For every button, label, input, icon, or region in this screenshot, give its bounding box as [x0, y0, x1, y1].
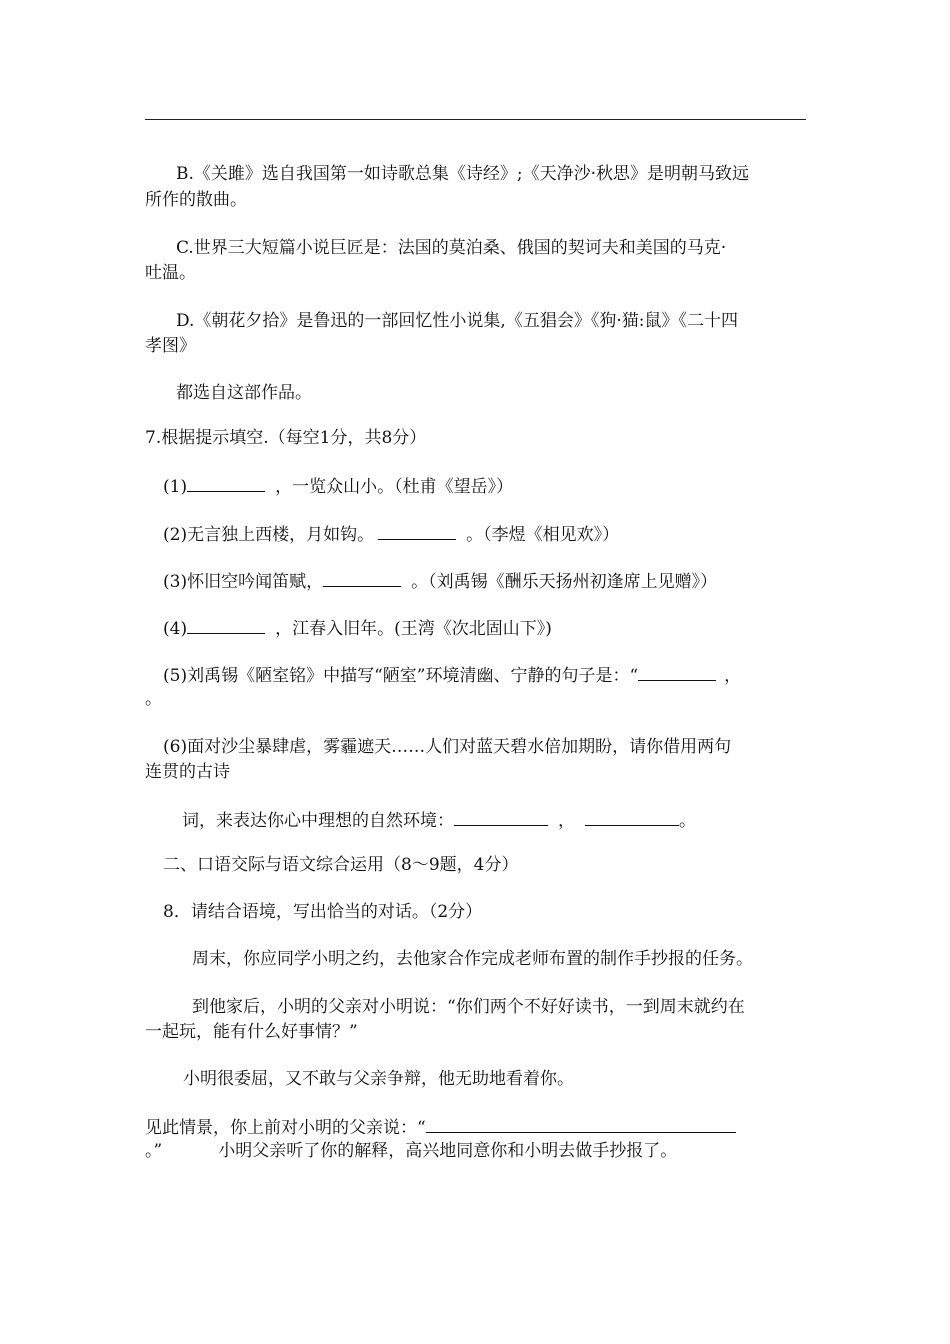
q8-para2-line2: 一起玩，能有什么好事情？” [145, 1022, 358, 1042]
q7-item4-text: ，江春入旧年。(王湾《次北固山下》) [275, 619, 552, 639]
q7-item4-number: (4) [163, 619, 188, 639]
q7-item4-blank[interactable] [187, 615, 265, 634]
q8-title: 8．请结合语境，写出恰当的对话。（2分） [163, 902, 483, 922]
section2-heading: 二、口语交际与语文综合运用（8～9题，4分） [163, 855, 519, 875]
q7-item1-number: (1) [163, 477, 188, 497]
q8-para4-prompt: 见此情景，你上前对小明的父亲说：“ [145, 1118, 426, 1138]
q8-para4-line2 [145, 1139, 677, 1163]
q7-item5-line2: 。 [145, 689, 162, 709]
option-b-line2: 所作的散曲。 [145, 190, 247, 210]
q7-item6-line2: 连贯的古诗 [145, 762, 230, 782]
q7-item6-prompt: 词，来表达你心中理想的自然环境： [182, 811, 454, 831]
q7-item6-blank2[interactable] [585, 807, 679, 826]
q7-item6-line1: (6)面对沙尘暴肆虐，雾霾遮天……人们对蓝天碧水倍加期盼，请你借用两句 [163, 737, 732, 757]
option-d-line2: 孝图》 [145, 336, 196, 356]
option-d-line3: 都选自这部作品。 [176, 383, 312, 403]
option-b-line1: B.《关雎》选自我国第一如诗歌总集《诗经》;《天净沙·秋思》是明朝马致远 [176, 164, 750, 184]
q8-para2-line1: 到他家后，小明的父亲对小明说：“你们两个不好好读书，一到周末就约在 [192, 997, 745, 1017]
q7-item1-blank[interactable] [187, 473, 265, 492]
q7-item3-text: (3)怀旧空吟闻笛赋， [163, 572, 324, 592]
q7-item2-blank[interactable] [378, 521, 456, 540]
q7-item4 [163, 615, 552, 641]
q7-item6-line3 [182, 807, 696, 833]
q7-item6-period: 。 [679, 811, 696, 831]
q7-item6-comma: ， [558, 811, 575, 831]
option-d-line1: D.《朝花夕拾》是鲁迅的一部回忆性小说集,《五猖会》《狗·猫:鼠》《二十四 [176, 311, 738, 331]
q7-item1-text: ，一览众山小。（杜甫《望岳》） [275, 477, 514, 497]
q7-item2-text: (2)无言独上西楼，月如钩。 [163, 525, 375, 545]
q7-item3 [163, 568, 717, 594]
q7-item6-blank1[interactable] [454, 807, 548, 826]
q8-para4-line1 [145, 1114, 736, 1140]
q7-item5-text: (5)刘禹锡《陋室铭》中描写“陋室”环境清幽、宁静的句子是：“ [163, 666, 639, 686]
option-c-line1: C.世界三大短篇小说巨匠是：法国的莫泊桑、俄国的契诃夫和美国的马克· [176, 238, 727, 258]
q7-item3-source: 。（刘禹锡《酬乐天扬州初逢席上见赠》） [411, 572, 718, 592]
q7-title: 7.根据提示填空.（每空1分，共8分） [145, 428, 427, 448]
q7-item5 [163, 662, 741, 688]
q7-item5-comma: ， [724, 666, 742, 686]
option-c-line2: 吐温。 [145, 263, 196, 283]
q8-answer-blank[interactable] [426, 1114, 736, 1133]
q8-para4-result: 小明父亲听了你的解释，高兴地同意你和小明去做手抄报了。 [218, 1141, 678, 1161]
header-rule [145, 119, 806, 120]
q8-para1: 周末，你应同学小明之约，去他家合作完成老师布置的制作手抄报的任务。 [192, 949, 753, 969]
q8-para4-close-quote: 。” [145, 1141, 163, 1161]
q7-item3-blank[interactable] [323, 568, 401, 587]
q7-item1 [163, 473, 513, 499]
q7-item5-blank[interactable] [638, 662, 716, 681]
q8-para3: 小明很委屈，又不敢与父亲争辩，他无助地看着你。 [183, 1069, 574, 1089]
q7-item2-source: 。（李煜《相见欢》） [466, 525, 620, 545]
q7-item2 [163, 521, 619, 547]
